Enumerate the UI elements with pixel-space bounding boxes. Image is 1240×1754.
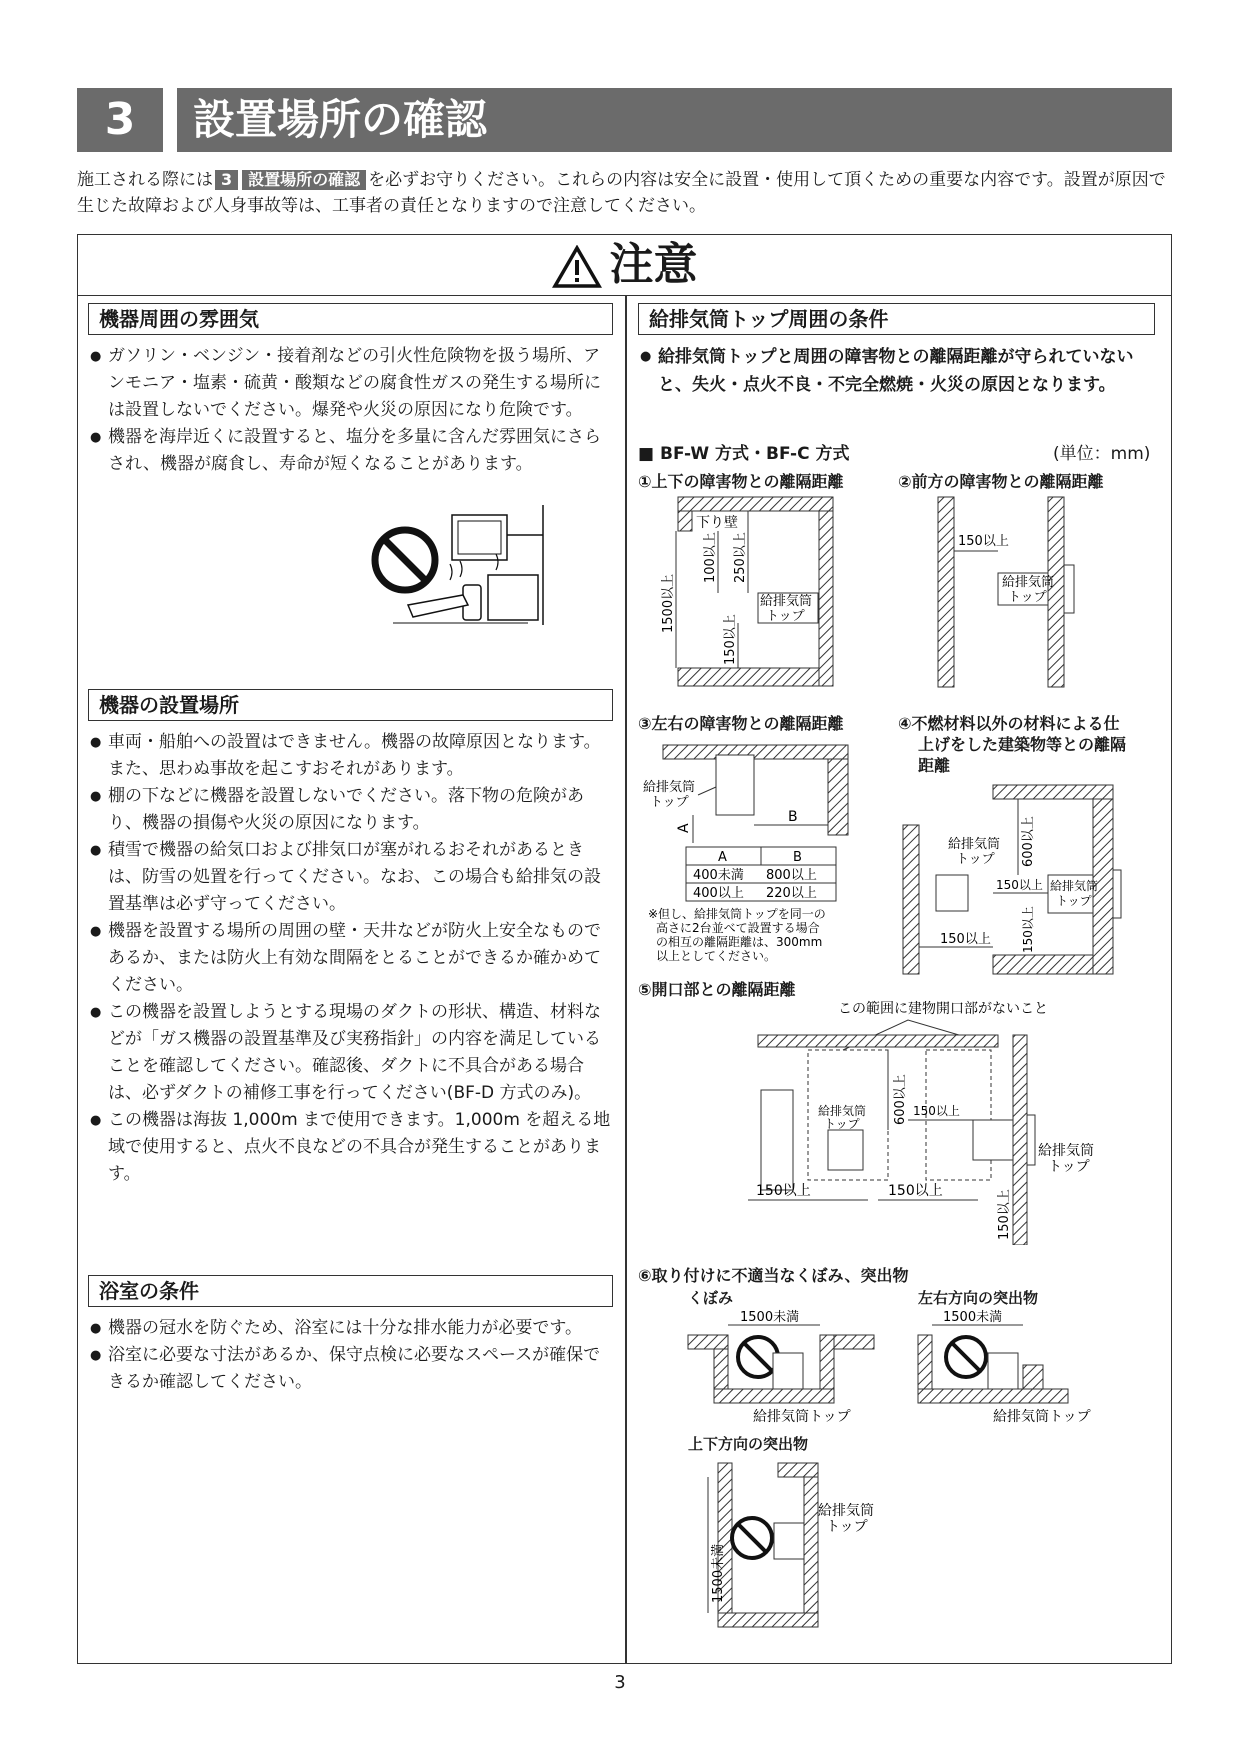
caution-heading <box>78 235 1171 295</box>
top-label-1: 給排気筒 <box>818 1503 874 1519</box>
d5-title: ⑤開口部との離隔距離 <box>638 980 796 999</box>
top-label-2: トップ <box>1056 894 1092 908</box>
sec-location-list <box>88 729 613 1188</box>
dim-150-label: 150以上 <box>723 614 738 665</box>
dim-lt1500-label: 1500未満 <box>711 1543 726 1603</box>
diagram-front-clearance <box>898 493 1153 693</box>
intro-tag-title: 設置場所の確認 <box>242 170 366 190</box>
page-number: 3 <box>614 1672 626 1693</box>
list-item: ● ガソリン・ベンジン・接着剤などの引火性危険物を扱う場所、アンモニア・塩素・硫黄・酸類などの腐食性ガスの発生する場所には設置しないでください。爆発や火災の原因になり危険です。 <box>88 343 613 424</box>
lr-protrude-label: 左右方向の突出物 <box>918 1289 1039 1307</box>
d4-title-3: 距離 <box>918 756 951 775</box>
top-label-2: トップ <box>650 795 689 810</box>
note-line: 高さに2台並べて設置する場合 <box>656 921 820 935</box>
top-label-2: トップ <box>1048 1159 1090 1175</box>
ud-protrude-label: 上下方向の突出物 <box>688 1435 809 1453</box>
no-opening-label: この範囲に建物開口部がないこと <box>838 1001 1048 1017</box>
dim-150-label: 150以上 <box>958 534 1009 549</box>
diagram-side-clearance <box>638 735 898 975</box>
top-label-1: 給排気筒 <box>948 837 1001 852</box>
table-cell: 400未満 <box>693 868 744 883</box>
list-item: ● 機器を設置する場所の周囲の壁・天井などが防火上安全なものであるか、または防火上有効な間隔をとることができるか確かめてください。 <box>88 918 613 999</box>
table-cell: 800以上 <box>766 868 817 883</box>
sec-atmosphere-title: 機器周囲の雰囲気 <box>88 303 613 335</box>
section-header <box>77 88 1172 152</box>
dim-150-label: 150以上 <box>940 932 991 947</box>
dim-lt1500-label: 1500未満 <box>740 1310 800 1325</box>
sec-flue-title: 給排気筒トップ周囲の条件 <box>638 303 1155 335</box>
dim-150-label: 150以上 <box>1021 906 1035 953</box>
dim-600-label: 600以上 <box>893 1074 908 1125</box>
d6-title: ⑥取り付けに不適当なくぼみ、突出物 <box>638 1266 909 1285</box>
top-label-1: 給排気筒 <box>1038 1143 1094 1159</box>
dim-150-label: 150以上 <box>996 878 1043 892</box>
diagram-vertical-protrusion <box>678 1453 898 1633</box>
list-item: ● 機器を海岸近くに設置すると、塩分を多量に含んだ雰囲気にさらされ、機器が腐食し、寿命が短くなることがあります。 <box>88 424 613 478</box>
section-title: 設置場所の確認 <box>177 88 1172 152</box>
table-cell: 400以上 <box>693 886 744 901</box>
table-cell: 220以上 <box>766 886 817 901</box>
note-line: 以上としてください。 <box>656 949 777 963</box>
d4-title-1: ④不燃材料以外の材料による仕 <box>898 714 1120 733</box>
d3-title: ③左右の障害物との離隔距離 <box>638 714 844 733</box>
list-item: ● 積雪で機器の給気口および排気口が塞がれるおそれがあるときは、防雪の処置を行ってください。なお、この場合も給排気の設置基準は必ず守ってください。 <box>88 837 613 918</box>
top-label-1: 給排気筒 <box>818 1104 867 1118</box>
sec-location-title: 機器の設置場所 <box>88 689 613 721</box>
dim-b-label: B <box>788 809 798 825</box>
d2-title: ②前方の障害物との離隔距離 <box>898 472 1104 491</box>
shitakabe-label: 下り壁 <box>696 515 738 531</box>
kubomi-label: くぼみ <box>688 1289 734 1307</box>
flue-warning: ● 給排気筒トップと周囲の障害物との離隔距離が守られていないと、失火・点火不良・不完全燃焼・火災の原因となります。 <box>638 343 1155 399</box>
table-head-b: B <box>793 850 802 865</box>
note-line: の相互の離隔距離は、300mm <box>656 935 823 949</box>
dim-250-label: 250以上 <box>733 532 748 583</box>
dim-100-label: 100以上 <box>703 532 718 583</box>
intro-text <box>77 167 1177 219</box>
list-item: ● 棚の下などに機器を設置しないでください。落下物の危険があり、機器の損傷や火災の原因になります。 <box>88 783 613 837</box>
dim-150-label: 150以上 <box>756 1183 811 1199</box>
top-label-1: 給排気筒 <box>643 780 696 795</box>
dim-a-label: A <box>676 823 692 833</box>
list-item: ● この機器を設置しようとする現場のダクトの形状、構造、材料などが「ガス機器の設置基準及び実務指針」の内容を満足していることを確認してください。確認後、ダクトに不具合がある場合は、必ずダクトの補修工事を行ってください(BF-D 方式のみ)。 <box>88 999 613 1107</box>
diagram-recess <box>678 1305 898 1425</box>
list-item: ● 車両・船舶への設置はできません。機器の故障原因となります。また、思わぬ事故を起こすおそれがあります。 <box>88 729 613 783</box>
diagram-opening-clearance <box>738 995 1148 1245</box>
sec-bathroom-title: 浴室の条件 <box>88 1275 613 1307</box>
intro-before: 施工される際には <box>77 170 213 190</box>
warning-triangle-icon <box>552 245 602 289</box>
note-line: ※但し、給排気筒トップを同一の <box>648 907 826 921</box>
caution-box <box>77 234 1172 1664</box>
dim-150-label: 150以上 <box>997 1189 1012 1240</box>
top-label-2: トップ <box>1008 590 1047 605</box>
dim-150-label: 150以上 <box>888 1183 943 1199</box>
dim-lt1500-label: 1500未満 <box>943 1310 1003 1325</box>
top-label-2: トップ <box>826 1519 868 1535</box>
top-label-2: トップ <box>956 852 995 867</box>
method-label: ■ BF-W 方式・BF-C 方式 <box>638 444 850 464</box>
top-full-label: 給排気筒トップ <box>753 1409 851 1425</box>
d1-title: ①上下の障害物との離隔距離 <box>638 472 844 491</box>
d4-title-2: 上げをした建築物等との離隔 <box>918 735 1127 754</box>
caution-title: 注意 <box>609 239 698 290</box>
section-number: 3 <box>77 88 163 152</box>
sec-atmosphere-list <box>88 343 613 478</box>
intro-tag-num: 3 <box>215 170 238 190</box>
column-divider <box>625 295 627 1663</box>
top-label-2: トップ <box>824 1117 860 1131</box>
table-head-a: A <box>718 850 727 865</box>
top-label-1: 給排気筒 <box>760 594 813 609</box>
dim-150-label: 150以上 <box>913 1104 960 1118</box>
list-item: ● この機器は海抜 1,000m まで使用できます。1,000m を超える地域で使用すると、点火不良などの不具合が発生することがあります。 <box>88 1107 613 1188</box>
unit-label: (単位：mm) <box>1053 444 1151 464</box>
top-label-1: 給排気筒 <box>1050 879 1099 893</box>
top-label-1: 給排気筒 <box>1002 575 1055 590</box>
diagram-side-protrusion <box>908 1305 1148 1425</box>
dim-1500-label: 1500以上 <box>661 573 676 633</box>
dim-600-label: 600以上 <box>1021 816 1036 867</box>
top-label-2: トップ <box>766 609 805 624</box>
diagram-vertical-clearance <box>638 493 898 693</box>
top-full-label: 給排気筒トップ <box>993 1409 1091 1425</box>
sec-bathroom-list <box>88 1315 613 1396</box>
intro-after: を必ずお守りください。これらの内容は安全に設置・使用して頂くための重要な内容です。設置が原因で生じた故障および人身事故等は、工事者の責任となりますので注意してください。 <box>77 170 1166 216</box>
list-item: ● 機器の冠水を防ぐため、浴室には十分な排水能力が必要です。 <box>88 1315 613 1342</box>
list-item: ● 浴室に必要な寸法があるか、保守点検に必要なスペースが確保できるか確認してください。 <box>88 1342 613 1396</box>
diagram-combustible-clearance <box>898 775 1153 975</box>
no-corrosive-illustration <box>368 505 588 645</box>
